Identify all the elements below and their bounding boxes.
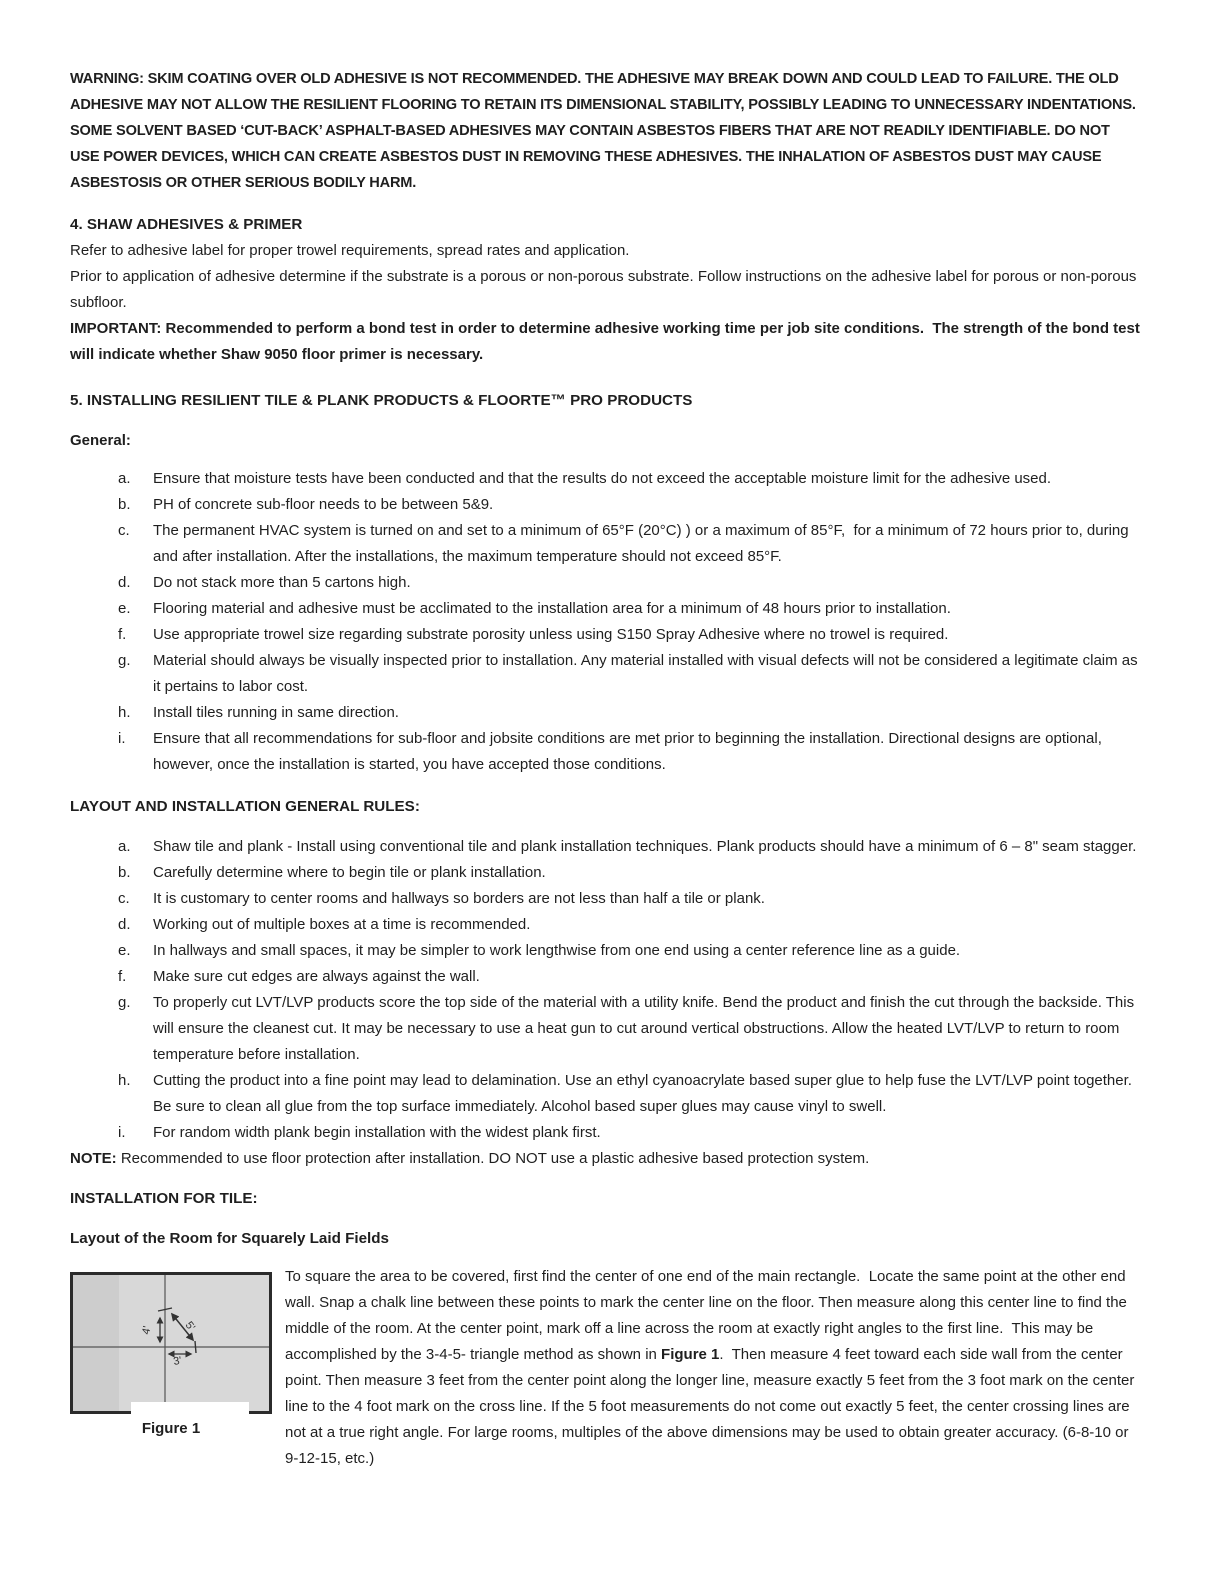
list-marker: c. [118, 522, 130, 539]
list-item-text: Working out of multiple boxes at a time is recommended. [153, 916, 531, 933]
sec4-important-paragraph: IMPORTANT: Recommended to perform a bond test in order to determine adhesive working time per job site conditions. The strength of the bond test will indicate whether Shaw 9050 floor primer is necessary. [70, 320, 1144, 363]
list-item-text: Use appropriate trowel size regarding substrate porosity unless using S150 Spray Adhesive where no trowel is required. [153, 626, 949, 643]
list-item-text: To properly cut LVT/LVP products score the top side of the material with a utility knife. Bend the product and finish the cut through the backside. This will ensure the cleanest cut. It may be necessary to use a heat gun to cut around vertical obstructions. Allow the heated LVT/LVP to return to room temperature before installation. [153, 994, 1139, 1063]
list-item [70, 570, 1140, 596]
figure-section [70, 1264, 1140, 1482]
general-label: General: [70, 432, 131, 449]
squarely-laid-fields-subheading: Layout of the Room for Squarely Laid Fields [70, 1230, 389, 1247]
figure-1 [70, 1272, 272, 1442]
list-marker: f. [118, 968, 127, 985]
list-marker: i. [118, 730, 126, 747]
list-item [70, 726, 1140, 778]
list-item [70, 860, 1140, 886]
list-item-text: Material should always be visually inspected prior to installation. Any material installed with visual defects will not be considered a legitimate claim as it pertains to labor cost. [153, 652, 1142, 695]
figure1-label-5ft: 5' [182, 1319, 198, 1334]
list-item-text: Ensure that all recommendations for sub-floor and jobsite conditions are met prior to beginning the installation. Directional designs are optional, however, once the installation is started, you have accepted those conditions. [153, 730, 1107, 773]
note-text: Recommended to use floor protection after installation. DO NOT use a plastic adhesive based protection system. [116, 1150, 870, 1167]
section5-heading: 5. INSTALLING RESILIENT TILE & PLANK PRODUCTS & FLOORTE™ PRO PRODUCTS [70, 392, 693, 409]
list-marker: g. [118, 652, 131, 669]
note-paragraph [70, 1146, 1140, 1172]
list-marker: f. [118, 626, 127, 643]
figure1-reference: Figure 1 [661, 1346, 720, 1363]
list-item-text: The permanent HVAC system is turned on and set to a minimum of 65°F (20°C) ) or a maximum of 85°F, for a minimum of 72 hours prior to, during and after installation. After the installations, the maximum temperature should not exceed 85°F. [153, 522, 1133, 565]
tile-layout-text-1: To square the area to be covered, first find the center of one end of the main rectangle. Locate the same point at the other end wall. Snap a chalk line between these points to mark the center line on the floor. Then measure along this center line to find the middle of the room. At the center point, mark off a line across the room at exactly right angles to the first line. This may be accomplished by the 3-4-5- triangle method as shown in [285, 1268, 1132, 1363]
list-item [70, 834, 1140, 860]
list-item [70, 938, 1140, 964]
list-item [70, 466, 1140, 492]
list-item [70, 964, 1140, 990]
section4-heading: 4. SHAW ADHESIVES & PRIMER [70, 216, 303, 233]
list-item-text: PH of concrete sub-floor needs to be between 5&9. [153, 496, 494, 513]
list-item [70, 648, 1140, 700]
sec4-paragraph-2: Prior to application of adhesive determine if the substrate is a porous or non-porous substrate. Follow instructions on the adhesive label for porous or non-porous subfloor. [70, 268, 1141, 311]
list-marker: a. [118, 838, 131, 855]
list-item-text: Ensure that moisture tests have been conducted and that the results do not exceed the acceptable moisture limit for the adhesive used. [153, 470, 1052, 487]
list-item-text: Make sure cut edges are always against the wall. [153, 968, 480, 985]
general-list [70, 466, 1140, 778]
tile-layout-text-2: . Then measure 4 feet toward each side wall from the center point. Then measure 3 feet from the center point along the longer line, measure exactly 5 feet from the 3 foot mark on the center line to the 4 foot mark on the cross line. If the 5 foot measurements do not come out exactly 5 feet, the center crossing lines are not at a true right angle. For large rooms, multiples of the above dimensions may be used to obtain greater accuracy. (6-8-10 or 9-12-15, etc.) [285, 1346, 1139, 1467]
list-item [70, 1068, 1140, 1120]
layout-rules-heading: LAYOUT AND INSTALLATION GENERAL RULES: [70, 798, 420, 815]
list-item-text: Carefully determine where to begin tile or plank installation. [153, 864, 546, 881]
list-item-text: It is customary to center rooms and hallways so borders are not less than half a tile or plank. [153, 890, 765, 907]
list-item [70, 700, 1140, 726]
list-item [70, 912, 1140, 938]
list-marker: h. [118, 1072, 131, 1089]
note-label: NOTE: [70, 1150, 117, 1167]
list-marker: i. [118, 1124, 126, 1141]
list-marker: b. [118, 496, 131, 513]
list-marker: h. [118, 704, 131, 721]
list-item-text: Shaw tile and plank - Install using conventional tile and plank installation techniques. Plank products should have a minimum of 6 – 8" seam stagger. [153, 838, 1137, 855]
sec4-paragraph-1: Refer to adhesive label for proper trowel requirements, spread rates and application. [70, 242, 630, 259]
list-marker: g. [118, 994, 131, 1011]
list-item-text: For random width plank begin installation with the widest plank first. [153, 1124, 601, 1141]
list-item-text: In hallways and small spaces, it may be simpler to work lengthwise from one end using a center reference line as a guide. [153, 942, 961, 959]
list-item [70, 886, 1140, 912]
list-item [70, 990, 1140, 1068]
list-marker: b. [118, 864, 131, 881]
list-item [70, 596, 1140, 622]
list-marker: a. [118, 470, 131, 487]
figure1-label-3ft: 3' [172, 1354, 183, 1368]
list-item [70, 1120, 1140, 1146]
list-marker: d. [118, 916, 131, 933]
installation-for-tile-heading: INSTALLATION FOR TILE: [70, 1190, 258, 1207]
figure1-scan-notch [131, 1402, 249, 1414]
figure1-diagram [73, 1275, 269, 1411]
list-marker: c. [118, 890, 130, 907]
list-item [70, 622, 1140, 648]
list-marker: e. [118, 942, 131, 959]
figure1-label-4ft: 4' [140, 1325, 154, 1336]
figure1-caption: Figure 1 [141, 1420, 201, 1437]
warning-paragraph: WARNING: SKIM COATING OVER OLD ADHESIVE IS NOT RECOMMENDED. THE ADHESIVE MAY BREAK DOWN AND COULD LEAD TO FAILURE. THE OLD ADHESIVE MAY NOT ALLOW THE RESILIENT FLOORING TO RETAIN ITS DIMENSIONAL STABILITY, POSSIBLY LEADING TO UNNECESSARY INDENTATIONS. SOME SOLVENT BASED ‘CUT-BACK’ ASPHALT-BASED ADHESIVES MAY CONTAIN ASBESTOS FIBERS THAT ARE NOT READILY IDENTIFIABLE. DO NOT USE POWER DEVICES, WHICH CAN CREATE ASBESTOS DUST IN REMOVING THESE ADHESIVES. THE INHALATION OF ASBESTOS DUST MAY CAUSE ASBESTOSIS OR OTHER SERIOUS BODILY HARM. [70, 71, 1140, 191]
list-item-text: Flooring material and adhesive must be acclimated to the installation area for a minimum of 48 hours prior to installation. [153, 600, 951, 617]
list-item-text: Install tiles running in same direction. [153, 704, 399, 721]
figure1-image [70, 1272, 272, 1414]
list-item [70, 492, 1140, 518]
list-marker: e. [118, 600, 131, 617]
list-item-text: Do not stack more than 5 cartons high. [153, 574, 411, 591]
list-item [70, 518, 1140, 570]
list-item-text: Cutting the product into a fine point may lead to delamination. Use an ethyl cyanoacrylate based super glue to help fuse the LVT/LVP point together. Be sure to clean all glue from the top surface immediately. Alcohol based super glues may cause vinyl to swell. [153, 1072, 1137, 1115]
list-marker: d. [118, 574, 131, 591]
layout-rules-list [70, 834, 1140, 1146]
